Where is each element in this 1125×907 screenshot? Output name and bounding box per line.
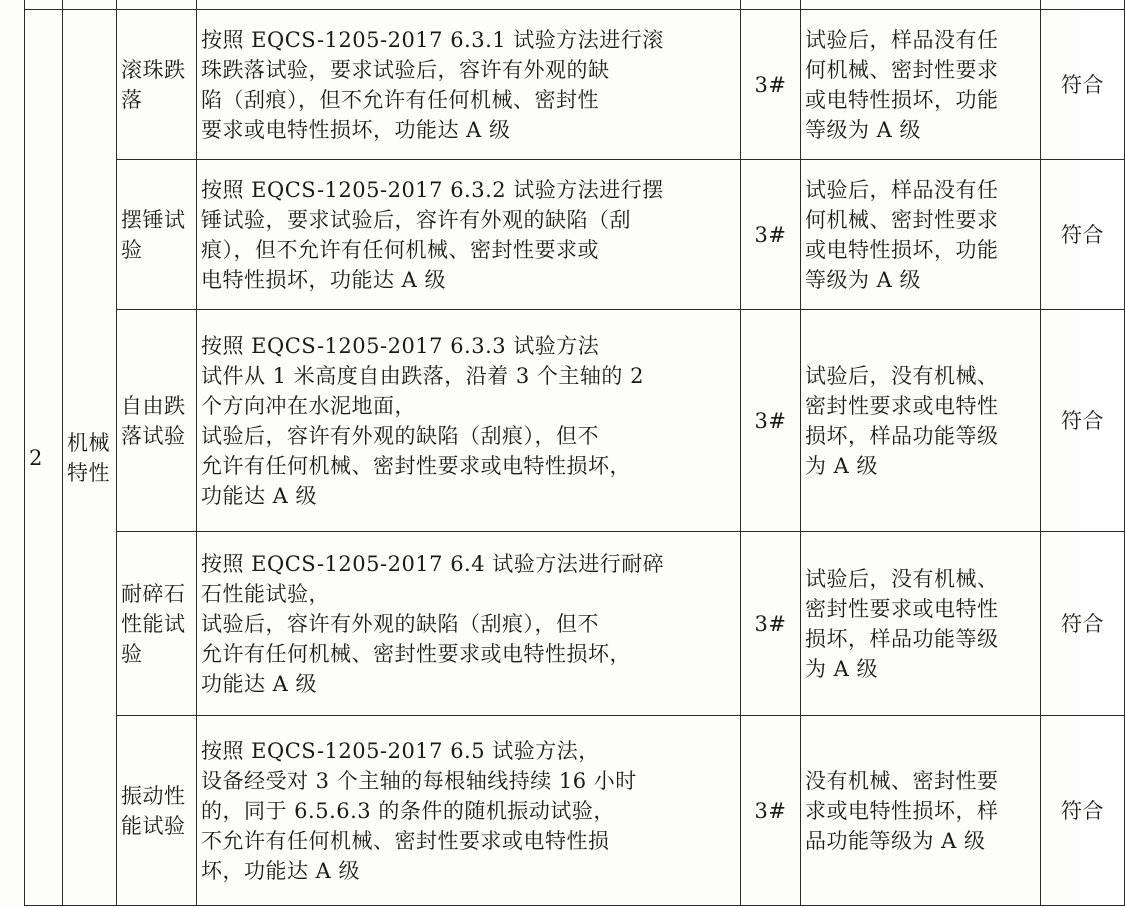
test-item-line: 落试验 bbox=[121, 423, 186, 448]
result-line: 等级为 A 级 bbox=[805, 267, 922, 292]
table-row bbox=[25, 532, 1125, 716]
test-method-cell bbox=[197, 310, 741, 532]
method-line: 痕），但不允许有任何机械、密封性要求或 bbox=[201, 237, 599, 262]
test-item-cell bbox=[117, 160, 197, 310]
method-line: 的，同于 6.5.6.3 的条件的随机振动试验， bbox=[201, 798, 615, 823]
result-cell bbox=[801, 10, 1041, 160]
sample-number: 3# bbox=[754, 222, 787, 247]
test-item-line: 验 bbox=[121, 641, 143, 666]
category-line: 机械 bbox=[67, 430, 110, 455]
method-line: 试验后，容许有外观的缺陷（刮痕），但不 bbox=[201, 423, 599, 448]
sample-cell bbox=[741, 160, 801, 310]
table-row bbox=[25, 160, 1125, 310]
test-method-cell bbox=[197, 532, 741, 716]
test-item-line: 性能试 bbox=[121, 611, 186, 636]
sample-number: 3# bbox=[754, 611, 787, 636]
result-cell bbox=[801, 160, 1041, 310]
test-item-line: 落 bbox=[121, 87, 143, 112]
method-line: 电特性损坏，功能达 A 级 bbox=[201, 267, 447, 292]
result-line: 或电特性损坏，功能 bbox=[805, 237, 999, 262]
sample-number: 3# bbox=[754, 72, 787, 97]
table-row bbox=[25, 310, 1125, 532]
result-line: 试验后，样品没有任 bbox=[805, 177, 999, 202]
test-item-cell bbox=[117, 716, 197, 906]
method-line: 功能达 A 级 bbox=[201, 483, 318, 508]
result-line: 等级为 A 级 bbox=[805, 117, 922, 142]
row-number: 2 bbox=[29, 445, 43, 470]
sample-cell bbox=[741, 716, 801, 906]
test-item-cell bbox=[117, 10, 197, 160]
verdict: 符合 bbox=[1061, 72, 1104, 97]
verdict-cell bbox=[1041, 10, 1125, 160]
test-method-cell bbox=[197, 160, 741, 310]
verdict: 符合 bbox=[1061, 408, 1104, 433]
test-method-cell bbox=[197, 10, 741, 160]
sample-cell bbox=[741, 10, 801, 160]
method-line: 要求或电特性损坏，功能达 A 级 bbox=[201, 117, 511, 142]
sample-cell bbox=[741, 310, 801, 532]
method-line: 石性能试验， bbox=[201, 581, 330, 606]
test-method-cell bbox=[197, 716, 741, 906]
verdict-cell bbox=[1041, 160, 1125, 310]
result-line: 密封性要求或电特性 bbox=[805, 393, 999, 418]
result-line: 品功能等级为 A 级 bbox=[805, 828, 986, 853]
table-cell bbox=[63, 0, 117, 10]
category-line: 特性 bbox=[67, 460, 110, 485]
category-cell bbox=[63, 10, 117, 906]
test-item-line: 滚珠跌 bbox=[121, 57, 186, 82]
test-item-line: 摆锤试 bbox=[121, 207, 186, 232]
result-line: 试验后，样品没有任 bbox=[805, 27, 999, 52]
table-row bbox=[25, 10, 1125, 160]
result-cell bbox=[801, 532, 1041, 716]
verdict: 符合 bbox=[1061, 222, 1104, 247]
test-item-line: 耐碎石 bbox=[121, 581, 186, 606]
method-line: 不允许有任何机械、密封性要求或电特性损 bbox=[201, 828, 610, 853]
test-item-line: 验 bbox=[121, 237, 143, 262]
verdict: 符合 bbox=[1061, 611, 1104, 636]
result-cell bbox=[801, 310, 1041, 532]
result-line: 损坏，样品功能等级 bbox=[805, 423, 999, 448]
method-line: 按照 EQCS-1205-2017 6.3.1 试验方法进行滚 bbox=[201, 27, 664, 52]
result-line: 没有机械、密封性要 bbox=[805, 768, 999, 793]
result-line: 试验后，没有机械、 bbox=[805, 363, 999, 388]
test-item-line: 能试验 bbox=[121, 813, 186, 838]
table-cell bbox=[741, 0, 801, 10]
result-line: 为 A 级 bbox=[805, 656, 879, 681]
method-line: 陷（刮痕），但不允许有任何机械、密封性 bbox=[201, 87, 599, 112]
test-item-line: 自由跌 bbox=[121, 393, 186, 418]
method-line: 允许有任何机械、密封性要求或电特性损坏， bbox=[201, 641, 631, 666]
method-line: 功能达 A 级 bbox=[201, 671, 318, 696]
table-cell bbox=[25, 0, 63, 10]
method-line: 设备经受对 3 个主轴的每根轴线持续 16 小时 bbox=[201, 768, 637, 793]
method-line: 锤试验，要求试验后，容许有外观的缺陷（刮 bbox=[201, 207, 631, 232]
method-line: 坏，功能达 A 级 bbox=[201, 858, 361, 883]
table-cell bbox=[197, 0, 741, 10]
test-item-line: 振动性 bbox=[121, 783, 186, 808]
test-item-cell bbox=[117, 532, 197, 716]
result-line: 密封性要求或电特性 bbox=[805, 596, 999, 621]
sample-number: 3# bbox=[754, 798, 787, 823]
verdict-cell bbox=[1041, 310, 1125, 532]
verdict-cell bbox=[1041, 532, 1125, 716]
table-row bbox=[25, 716, 1125, 906]
result-line: 何机械、密封性要求 bbox=[805, 57, 999, 82]
verdict-cell bbox=[1041, 716, 1125, 906]
method-line: 按照 EQCS-1205-2017 6.4 试验方法进行耐碎 bbox=[201, 551, 665, 576]
method-line: 试验后，容许有外观的缺陷（刮痕），但不 bbox=[201, 611, 599, 636]
method-line: 个方向冲在水泥地面， bbox=[201, 393, 416, 418]
sample-cell bbox=[741, 532, 801, 716]
test-item-cell bbox=[117, 310, 197, 532]
table-cell bbox=[1041, 0, 1125, 10]
method-line: 珠跌落试验，要求试验后，容许有外观的缺 bbox=[201, 57, 610, 82]
method-line: 试件从 1 米高度自由跌落，沿着 3 个主轴的 2 bbox=[201, 363, 644, 388]
method-line: 按照 EQCS-1205-2017 6.3.3 试验方法 bbox=[201, 333, 600, 358]
row-number-cell bbox=[25, 10, 63, 906]
result-line: 为 A 级 bbox=[805, 453, 879, 478]
table-cell bbox=[801, 0, 1041, 10]
method-line: 按照 EQCS-1205-2017 6.5 试验方法， bbox=[201, 738, 600, 763]
result-cell bbox=[801, 716, 1041, 906]
table-cell bbox=[117, 0, 197, 10]
result-line: 或电特性损坏，功能 bbox=[805, 87, 999, 112]
table-row-cut-off bbox=[25, 0, 1125, 10]
result-line: 求或电特性损坏，样 bbox=[805, 798, 999, 823]
test-results-table bbox=[24, 0, 1125, 906]
result-line: 何机械、密封性要求 bbox=[805, 207, 999, 232]
result-line: 试验后，没有机械、 bbox=[805, 566, 999, 591]
result-line: 损坏，样品功能等级 bbox=[805, 626, 999, 651]
method-line: 允许有任何机械、密封性要求或电特性损坏， bbox=[201, 453, 631, 478]
sample-number: 3# bbox=[754, 408, 787, 433]
verdict: 符合 bbox=[1061, 798, 1104, 823]
method-line: 按照 EQCS-1205-2017 6.3.2 试验方法进行摆 bbox=[201, 177, 664, 202]
